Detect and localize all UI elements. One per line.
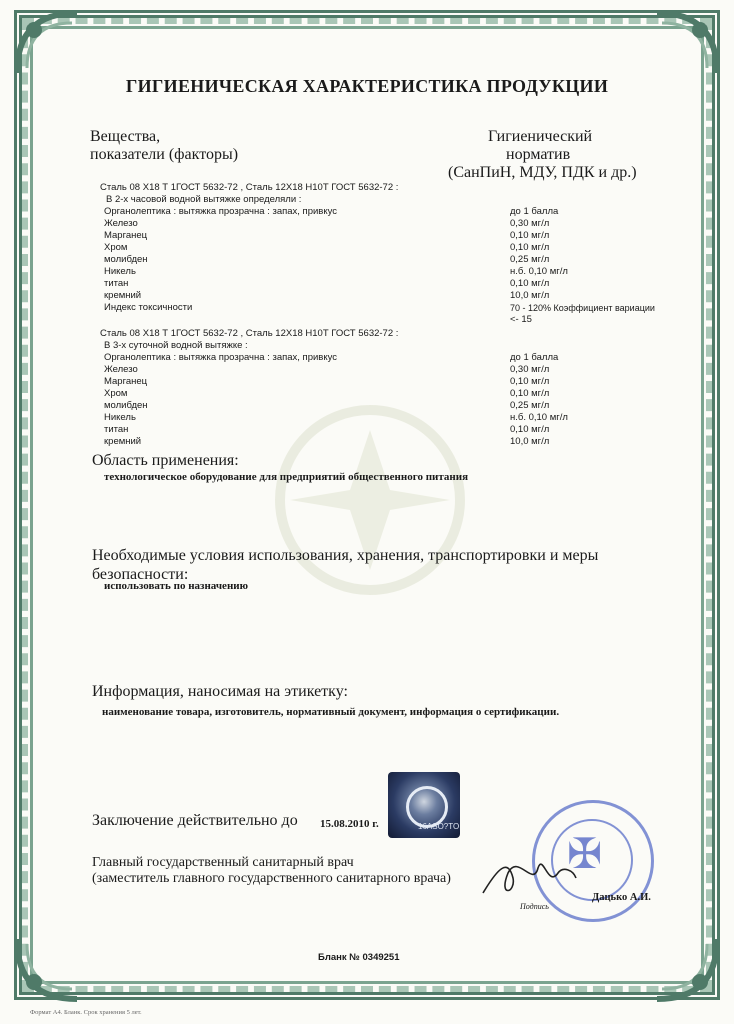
block1-row-value: 0,10 мг/л	[510, 278, 550, 289]
block1-row-name: Органолептика : вытяжка прозрачна : запах, привкус	[104, 206, 337, 217]
block2-row-name: Железо	[104, 364, 138, 375]
conditions-label-line2: безопасности:	[92, 566, 189, 583]
header-left-line2: показатели (факторы)	[90, 146, 239, 163]
block1-row-name: Никель	[104, 266, 136, 277]
header-right-line2: норматив	[506, 146, 571, 163]
watermark-emblem-icon	[270, 400, 470, 600]
page-title: ГИГИЕНИЧЕСКАЯ ХАРАКТЕРИСТИКА ПРОДУКЦИИ	[125, 76, 609, 96]
block2-row-name: кремний	[104, 436, 142, 447]
block1-row-value: до 1 балла	[510, 206, 559, 217]
block2-row-value: 0,10 мг/л	[510, 424, 550, 435]
block1-row-name: титан	[104, 278, 129, 289]
corner-ornament-icon	[12, 8, 82, 78]
hologram-sticker-icon	[388, 772, 460, 838]
header-right-line1: Гигиенический	[488, 128, 593, 145]
corner-ornament-icon	[652, 8, 722, 78]
block1-extra-value: <- 15	[510, 314, 532, 325]
block2-row-value: до 1 балла	[510, 352, 559, 363]
corner-ornament-icon	[652, 934, 722, 1004]
conditions-label-line1: Необходимые условия использования, хранения, транспортировки и меры	[92, 547, 599, 564]
signer-title-line1: Главный государственный санитарный врач	[92, 855, 354, 870]
conditions-value: использовать по назначению	[104, 580, 249, 592]
block2-row-value: 0,10 мг/л	[510, 388, 550, 399]
block1-row-value: 0,10 мг/л	[510, 230, 550, 241]
block1-intro-line2: В 2-х часовой водной вытяжке определяли :	[106, 194, 302, 205]
block2-row-value: н.б. 0,10 мг/л	[510, 412, 568, 423]
block1-row-name: Марганец	[104, 230, 148, 241]
validity-date: 15.08.2010 г.	[320, 818, 379, 830]
signer-name: Дацько А.И.	[592, 892, 651, 903]
block2-row-value: 0,10 мг/л	[510, 376, 550, 387]
block1-row-name: кремний	[104, 290, 142, 301]
header-left-line1: Вещества,	[90, 128, 161, 145]
block2-row-name: Никель	[104, 412, 136, 423]
block2-intro-line1: Сталь 08 Х18 Т 1ГОСТ 5632-72 , Сталь 12Х18 Н10Т ГОСТ 5632-72 :	[100, 328, 399, 339]
block1-row-value: 0,25 мг/л	[510, 254, 550, 265]
hologram-text: 16ASO?TO	[418, 822, 460, 831]
block1-row-name: Индекс токсичности	[104, 302, 193, 313]
block2-row-name: Хром	[104, 388, 128, 399]
signature-caption: Подпись	[520, 902, 549, 911]
footer-note: Формат А4. Бланк. Срок хранения 5 лет.	[30, 1009, 142, 1016]
signer-title-line2: (заместитель главного государственного санитарного врача)	[92, 871, 451, 886]
corner-ornament-icon	[12, 934, 82, 1004]
block1-intro-line1: Сталь 08 Х18 Т 1ГОСТ 5632-72 , Сталь 12Х18 Н10Т ГОСТ 5632-72 :	[100, 182, 399, 193]
label-info-label: Информация, наносимая на этикетку:	[92, 683, 348, 700]
block1-row-name: Хром	[104, 242, 128, 253]
block2-row-name: Марганец	[104, 376, 148, 387]
block2-row-name: Органолептика : вытяжка прозрачна : запах, привкус	[104, 352, 337, 363]
handwritten-signature	[478, 848, 578, 908]
block2-intro-line2: В 3-х суточной водной вытяжке :	[104, 340, 248, 351]
eagle-emblem-icon: ✠	[567, 832, 603, 878]
application-value: технологическое оборудование для предприятий общественного питания	[104, 471, 469, 483]
blank-number: Бланк № 0349251	[318, 952, 400, 963]
block1-row-value: 0,10 мг/л	[510, 242, 550, 253]
block1-row-value: 70 - 120% Коэффициент вариации	[510, 303, 655, 313]
block2-row-name: титан	[104, 424, 129, 435]
validity-label: Заключение действительно до	[92, 812, 298, 829]
block2-row-value: 0,25 мг/л	[510, 400, 550, 411]
block1-row-name: Железо	[104, 218, 138, 229]
header-right-line3: (СанПиН, МДУ, ПДК и др.)	[448, 164, 637, 181]
block2-row-name: молибден	[104, 400, 148, 411]
application-label: Область применения:	[92, 452, 239, 469]
block1-row-value: 0,30 мг/л	[510, 218, 550, 229]
block2-row-value: 0,30 мг/л	[510, 364, 550, 375]
block1-row-value: н.б. 0,10 мг/л	[510, 266, 568, 277]
block2-row-value: 10,0 мг/л	[510, 436, 550, 447]
block1-row-name: молибден	[104, 254, 148, 265]
block1-row-value: 10,0 мг/л	[510, 290, 550, 301]
label-info-value: наименование товара, изготовитель, нормативный документ, информация о сертификации.	[102, 706, 560, 718]
